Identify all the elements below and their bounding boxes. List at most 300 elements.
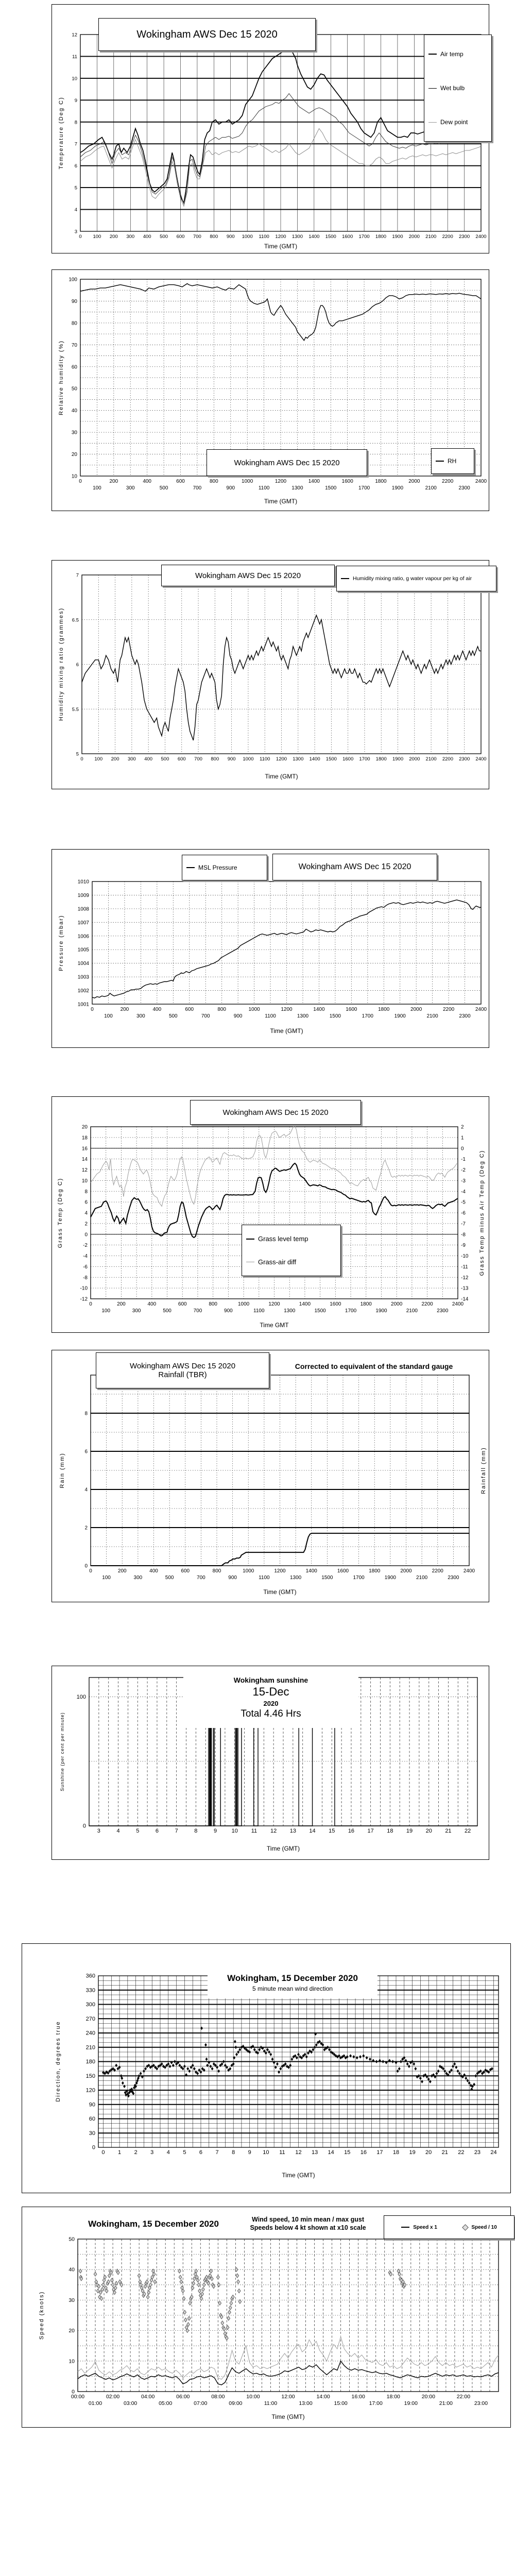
svg-text:800: 800 — [209, 1301, 218, 1307]
svg-text:-10: -10 — [461, 1253, 469, 1259]
x-axis-label: Time (GMT) — [265, 773, 298, 780]
svg-text:500: 500 — [163, 1308, 171, 1314]
svg-text:20: 20 — [68, 2328, 75, 2334]
svg-text:2400: 2400 — [463, 1568, 475, 1574]
svg-text:1300: 1300 — [293, 756, 304, 762]
svg-text:700: 700 — [201, 1013, 210, 1019]
x-axis-label: Time (GMT) — [264, 243, 298, 250]
legend-box — [424, 35, 492, 142]
svg-text:0: 0 — [92, 2144, 95, 2151]
chart-title: Wokingham AWS Dec 15 2020 — [234, 458, 340, 467]
svg-text:16:00: 16:00 — [351, 2394, 365, 2400]
svg-text:700: 700 — [194, 756, 202, 762]
svg-text:1600: 1600 — [346, 1007, 357, 1012]
svg-text:1000: 1000 — [248, 1007, 260, 1012]
svg-text:1600: 1600 — [337, 1568, 349, 1574]
svg-text:300: 300 — [132, 1308, 141, 1314]
svg-text:1400: 1400 — [305, 1568, 317, 1574]
svg-text:5: 5 — [183, 2149, 186, 2156]
y-axis-label: Speed (knots) — [39, 2291, 45, 2340]
y2-axis-label: Grass Temp minus Air Temp (Deg C) — [479, 1149, 485, 1276]
svg-text:900: 900 — [224, 1308, 233, 1314]
svg-text:40: 40 — [68, 2266, 75, 2273]
legend-label: Grass-air diff — [258, 1258, 297, 1266]
svg-text:1300: 1300 — [290, 1575, 302, 1581]
svg-text:6: 6 — [155, 1828, 159, 1834]
panel-mixing-ratio — [52, 560, 489, 789]
svg-text:1900: 1900 — [391, 485, 404, 491]
svg-text:600: 600 — [176, 479, 185, 484]
svg-text:300: 300 — [85, 2002, 95, 2008]
svg-text:19:00: 19:00 — [404, 2400, 418, 2406]
svg-text:1200: 1200 — [274, 479, 287, 484]
svg-text:600: 600 — [176, 234, 185, 240]
svg-text:1800: 1800 — [375, 756, 387, 762]
y-axis-label: Humidity mixing ratio (grammes) — [58, 607, 64, 721]
svg-text:5: 5 — [136, 1828, 140, 1834]
svg-text:-10: -10 — [80, 1285, 88, 1292]
svg-text:3: 3 — [97, 1828, 100, 1834]
svg-text:210: 210 — [85, 2044, 95, 2051]
svg-text:0: 0 — [82, 1823, 86, 1829]
svg-text:17: 17 — [367, 1828, 374, 1834]
panel-relative-humidity — [52, 269, 489, 511]
svg-text:1300: 1300 — [297, 1013, 309, 1019]
svg-text:100: 100 — [104, 1013, 113, 1019]
svg-text:400: 400 — [143, 234, 151, 240]
svg-text:2300: 2300 — [437, 1308, 449, 1314]
legend-label: RH — [448, 457, 457, 465]
legend-label: MSL Pressure — [198, 864, 237, 871]
svg-text:0: 0 — [89, 1301, 92, 1307]
svg-text:1600: 1600 — [342, 234, 353, 240]
svg-text:2200: 2200 — [432, 1568, 443, 1574]
svg-text:1400: 1400 — [308, 234, 320, 240]
svg-text:12:00: 12:00 — [281, 2394, 295, 2400]
mixing-ratio-plot — [52, 561, 489, 789]
svg-text:15: 15 — [344, 2149, 351, 2156]
svg-text:500: 500 — [165, 1575, 174, 1581]
svg-text:1700: 1700 — [358, 234, 370, 240]
svg-text:300: 300 — [126, 485, 135, 491]
svg-text:16: 16 — [360, 2149, 367, 2156]
svg-text:400: 400 — [144, 756, 153, 762]
svg-text:1200: 1200 — [276, 756, 287, 762]
svg-text:1400: 1400 — [299, 1301, 311, 1307]
svg-text:12: 12 — [270, 1828, 277, 1834]
svg-text:50: 50 — [68, 2236, 75, 2243]
svg-text:700: 700 — [193, 485, 202, 491]
svg-text:5.5: 5.5 — [72, 706, 79, 713]
svg-text:-9: -9 — [461, 1243, 466, 1249]
svg-text:2100: 2100 — [425, 234, 437, 240]
svg-text:3: 3 — [150, 2149, 154, 2156]
legend-label: Dew point — [440, 118, 468, 126]
chart-title-box — [96, 1352, 269, 1388]
svg-text:300: 300 — [127, 756, 136, 762]
line-marker-icon — [186, 867, 195, 868]
chart-title-line2: Rainfall (TBR) — [158, 1370, 207, 1379]
svg-text:10: 10 — [81, 1178, 88, 1184]
x-axis-label: Time (GMT) — [270, 1027, 303, 1035]
svg-text:2100: 2100 — [426, 1013, 438, 1019]
svg-text:7: 7 — [215, 2149, 219, 2156]
svg-text:2: 2 — [84, 1525, 88, 1531]
svg-text:100: 100 — [94, 756, 103, 762]
svg-text:2000: 2000 — [408, 234, 420, 240]
svg-text:1800: 1800 — [360, 1301, 372, 1307]
chart-title-line1: Wokingham sunshine — [233, 1675, 308, 1684]
svg-text:1400: 1400 — [309, 756, 320, 762]
legend-entry — [428, 118, 487, 126]
svg-text:1000: 1000 — [243, 756, 254, 762]
svg-text:3: 3 — [74, 229, 77, 235]
legend-box — [384, 2215, 514, 2239]
svg-text:200: 200 — [109, 234, 118, 240]
svg-text:-4: -4 — [83, 1253, 88, 1259]
svg-text:1800: 1800 — [369, 1568, 381, 1574]
panel-wind-speed — [22, 2207, 511, 2428]
legend-entry — [246, 1258, 336, 1266]
svg-text:20: 20 — [81, 1124, 88, 1130]
svg-text:10: 10 — [263, 2149, 269, 2156]
x-axis-label: Time (GMT) — [263, 1588, 297, 1596]
svg-text:6: 6 — [76, 662, 79, 668]
svg-text:200: 200 — [109, 479, 118, 484]
line-marker-icon — [428, 88, 437, 89]
chart-title-box — [183, 1667, 358, 1728]
svg-text:7: 7 — [76, 572, 79, 579]
legend-entry — [463, 2225, 496, 2230]
svg-text:180: 180 — [85, 2059, 95, 2065]
svg-text:0: 0 — [80, 756, 83, 762]
svg-text:1200: 1200 — [268, 1301, 280, 1307]
svg-text:800: 800 — [211, 756, 219, 762]
svg-text:2000: 2000 — [410, 1007, 422, 1012]
panel-sunshine — [52, 1666, 489, 1860]
svg-text:6.5: 6.5 — [72, 617, 79, 623]
svg-text:700: 700 — [193, 234, 201, 240]
legend-entry — [186, 864, 263, 871]
svg-text:100: 100 — [93, 485, 101, 491]
svg-text:2000: 2000 — [408, 479, 420, 484]
svg-text:1000: 1000 — [242, 234, 253, 240]
svg-text:8: 8 — [84, 1189, 88, 1195]
svg-text:1: 1 — [461, 1135, 464, 1141]
svg-text:2000: 2000 — [391, 1301, 403, 1307]
svg-text:6: 6 — [84, 1199, 88, 1206]
svg-text:200: 200 — [117, 1301, 126, 1307]
chart-title-box — [98, 18, 316, 51]
svg-text:4: 4 — [84, 1210, 88, 1216]
svg-text:1100: 1100 — [258, 485, 270, 491]
svg-text:12: 12 — [81, 1167, 88, 1173]
svg-text:2000: 2000 — [400, 1568, 412, 1574]
svg-text:200: 200 — [117, 1568, 127, 1574]
svg-text:-7: -7 — [461, 1221, 466, 1227]
speed-note-line2: Speeds below 4 kt shown at x10 scale — [250, 2224, 366, 2231]
svg-text:20: 20 — [425, 1828, 432, 1834]
svg-text:90: 90 — [89, 2102, 95, 2108]
svg-text:500: 500 — [159, 485, 168, 491]
svg-text:100: 100 — [68, 277, 77, 283]
line-marker-icon — [341, 578, 349, 579]
svg-text:05:00: 05:00 — [159, 2400, 173, 2406]
svg-text:-3: -3 — [461, 1178, 466, 1184]
svg-text:-5: -5 — [461, 1199, 466, 1206]
line-marker-icon — [428, 54, 437, 55]
chart-title-box — [190, 1100, 361, 1125]
x-axis-label: Time GMT — [260, 1321, 289, 1329]
svg-text:30: 30 — [71, 430, 77, 436]
chart-title-box — [161, 565, 335, 586]
svg-text:13: 13 — [311, 2149, 318, 2156]
svg-text:21: 21 — [445, 1828, 452, 1834]
svg-text:2300: 2300 — [459, 234, 470, 240]
svg-text:8: 8 — [84, 1411, 88, 1417]
svg-text:18: 18 — [81, 1135, 88, 1141]
svg-text:11: 11 — [251, 1828, 258, 1834]
svg-text:1900: 1900 — [394, 1013, 406, 1019]
svg-text:2400: 2400 — [452, 1301, 464, 1307]
svg-text:6: 6 — [84, 1449, 88, 1455]
grass-temp-plot — [52, 1097, 489, 1332]
svg-text:19: 19 — [406, 1828, 413, 1834]
svg-text:0: 0 — [91, 1007, 94, 1012]
svg-text:2200: 2200 — [442, 1007, 455, 1012]
svg-text:22:00: 22:00 — [456, 2394, 471, 2400]
svg-text:700: 700 — [193, 1308, 202, 1314]
svg-text:14:00: 14:00 — [316, 2394, 330, 2400]
svg-text:400: 400 — [152, 1007, 162, 1012]
svg-text:8: 8 — [74, 120, 77, 126]
svg-text:5: 5 — [76, 751, 79, 757]
svg-text:2200: 2200 — [442, 234, 453, 240]
svg-text:30: 30 — [68, 2297, 75, 2303]
svg-text:100: 100 — [102, 1575, 111, 1581]
speed-note — [231, 2212, 385, 2235]
legend-label: Humidity mixing ratio, g water vapour per kg of air — [353, 575, 472, 582]
svg-text:600: 600 — [178, 1301, 187, 1307]
svg-text:1009: 1009 — [77, 892, 89, 899]
svg-text:17:00: 17:00 — [369, 2400, 383, 2406]
svg-text:600: 600 — [181, 1568, 190, 1574]
svg-text:50: 50 — [71, 386, 77, 392]
svg-text:1300: 1300 — [284, 1308, 296, 1314]
svg-text:90: 90 — [71, 298, 77, 304]
svg-text:1004: 1004 — [77, 961, 89, 967]
panel-temperature — [52, 4, 489, 253]
svg-text:100: 100 — [93, 234, 101, 240]
y-axis-label: Grass Temp (Deg C) — [57, 1177, 63, 1248]
svg-text:9: 9 — [74, 97, 77, 104]
svg-text:30: 30 — [89, 2130, 95, 2137]
chart-title: Wokingham, 15 December 2020 — [76, 2216, 231, 2232]
svg-text:1000: 1000 — [243, 1568, 254, 1574]
svg-text:1500: 1500 — [314, 1308, 326, 1314]
svg-text:-12: -12 — [80, 1296, 88, 1302]
svg-text:10: 10 — [231, 1828, 238, 1834]
svg-text:2100: 2100 — [406, 1308, 418, 1314]
svg-text:2300: 2300 — [458, 485, 470, 491]
svg-text:15:00: 15:00 — [334, 2400, 348, 2406]
svg-text:1006: 1006 — [77, 934, 89, 940]
svg-text:10: 10 — [68, 2358, 75, 2365]
legend-entry — [428, 84, 487, 92]
svg-text:4: 4 — [166, 2149, 170, 2156]
svg-text:600: 600 — [177, 756, 186, 762]
svg-text:-14: -14 — [461, 1296, 469, 1302]
svg-text:13: 13 — [289, 1828, 296, 1834]
svg-text:1200: 1200 — [274, 1568, 286, 1574]
svg-text:2: 2 — [134, 2149, 138, 2156]
svg-text:1800: 1800 — [378, 1007, 390, 1012]
svg-text:2000: 2000 — [409, 756, 420, 762]
svg-text:300: 300 — [133, 1575, 143, 1581]
chart-title: Wokingham AWS Dec 15 2020 — [298, 862, 411, 871]
chart-title-line2: 5 minute mean wind direction — [252, 1985, 333, 1992]
svg-text:300: 300 — [136, 1013, 145, 1019]
svg-text:7: 7 — [74, 141, 77, 147]
svg-text:1800: 1800 — [375, 234, 387, 240]
svg-text:1300: 1300 — [291, 485, 303, 491]
svg-text:-4: -4 — [461, 1189, 466, 1195]
svg-text:20:00: 20:00 — [421, 2394, 435, 2400]
svg-text:2200: 2200 — [421, 1301, 433, 1307]
svg-text:0: 0 — [101, 2149, 105, 2156]
chart-title-line1: Wokingham, 15 December 2020 — [227, 1973, 358, 1983]
svg-text:1008: 1008 — [77, 906, 89, 912]
svg-text:900: 900 — [233, 1013, 243, 1019]
svg-text:5: 5 — [74, 185, 77, 191]
svg-text:800: 800 — [212, 1568, 221, 1574]
legend-label: Speed x 1 — [413, 2224, 437, 2230]
legend-entry — [401, 2225, 437, 2230]
svg-text:1800: 1800 — [375, 479, 387, 484]
svg-text:1500: 1500 — [325, 234, 336, 240]
svg-text:1700: 1700 — [353, 1575, 365, 1581]
svg-text:09:00: 09:00 — [229, 2400, 243, 2406]
chart-title: Wokingham AWS Dec 15 2020 — [136, 28, 278, 40]
svg-text:16: 16 — [81, 1146, 88, 1152]
svg-text:60: 60 — [71, 364, 77, 370]
svg-text:800: 800 — [217, 1007, 227, 1012]
svg-text:9: 9 — [248, 2149, 251, 2156]
x-axis-label: Time (GMT) — [271, 2413, 305, 2420]
chart-title-box — [207, 449, 367, 476]
chart-title-line2: 15-Dec — [252, 1685, 289, 1698]
y2-axis-label: Rainfall (mm) — [480, 1447, 487, 1494]
svg-text:1400: 1400 — [308, 479, 320, 484]
svg-text:800: 800 — [209, 479, 218, 484]
svg-text:-8: -8 — [83, 1275, 88, 1281]
svg-text:-13: -13 — [461, 1285, 469, 1292]
svg-text:-12: -12 — [461, 1275, 469, 1281]
svg-text:22: 22 — [465, 1828, 471, 1834]
svg-text:10: 10 — [72, 76, 77, 82]
svg-text:1900: 1900 — [392, 234, 403, 240]
panel-grass-temp — [52, 1096, 489, 1333]
chart-title-line1: Wokingham AWS Dec 15 2020 — [129, 1362, 236, 1370]
svg-text:1500: 1500 — [325, 485, 337, 491]
svg-text:900: 900 — [228, 1575, 237, 1581]
svg-text:200: 200 — [120, 1007, 129, 1012]
svg-text:2100: 2100 — [416, 1575, 428, 1581]
svg-text:70: 70 — [71, 342, 77, 348]
legend-box — [431, 448, 474, 474]
svg-text:1003: 1003 — [77, 974, 89, 980]
svg-text:1200: 1200 — [275, 234, 286, 240]
svg-text:-1: -1 — [461, 1157, 466, 1163]
svg-text:14: 14 — [81, 1157, 88, 1163]
svg-text:1500: 1500 — [329, 1013, 341, 1019]
svg-text:4: 4 — [84, 1487, 88, 1493]
svg-text:1600: 1600 — [341, 479, 353, 484]
svg-text:2: 2 — [461, 1124, 464, 1130]
y-axis-label: Pressure (mbar) — [58, 914, 64, 971]
legend-box — [336, 566, 496, 591]
speed-note-line1: Wind speed, 10 min mean / max gust — [252, 2216, 364, 2223]
svg-text:22: 22 — [458, 2149, 465, 2156]
svg-text:1100: 1100 — [259, 756, 270, 762]
svg-text:2400: 2400 — [475, 479, 487, 484]
svg-text:24: 24 — [490, 2149, 497, 2156]
svg-text:2300: 2300 — [459, 1013, 471, 1019]
svg-text:18: 18 — [392, 2149, 400, 2156]
svg-text:800: 800 — [210, 234, 218, 240]
svg-text:6: 6 — [74, 163, 77, 170]
svg-text:19: 19 — [409, 2149, 416, 2156]
svg-text:1100: 1100 — [253, 1308, 265, 1314]
svg-text:0: 0 — [72, 2388, 75, 2395]
svg-text:0: 0 — [84, 1232, 88, 1238]
svg-text:0: 0 — [461, 1146, 464, 1152]
svg-text:8: 8 — [232, 2149, 235, 2156]
line-marker-icon — [401, 2227, 409, 2228]
svg-text:02:00: 02:00 — [106, 2394, 120, 2400]
svg-text:1100: 1100 — [259, 234, 269, 240]
svg-text:0: 0 — [89, 1568, 92, 1574]
svg-text:11: 11 — [72, 54, 77, 60]
svg-text:1500: 1500 — [321, 1575, 333, 1581]
svg-text:12: 12 — [295, 2149, 302, 2156]
svg-text:500: 500 — [161, 756, 169, 762]
svg-text:14: 14 — [328, 2149, 334, 2156]
svg-text:240: 240 — [85, 2030, 95, 2037]
chart-title-line3: 2020 — [263, 1699, 279, 1707]
y-axis-label: Relative humidity (%) — [58, 340, 64, 415]
legend-label: Air temp — [440, 50, 464, 58]
svg-text:1900: 1900 — [392, 756, 404, 762]
y-axis-label: Direction, degrees true — [55, 2021, 61, 2102]
svg-text:1005: 1005 — [77, 947, 89, 953]
svg-text:9: 9 — [213, 1828, 217, 1834]
svg-text:-6: -6 — [83, 1264, 88, 1270]
svg-text:100: 100 — [101, 1308, 111, 1314]
svg-text:8: 8 — [194, 1828, 198, 1834]
legend-label: Speed / 10 — [471, 2224, 497, 2230]
svg-text:-11: -11 — [461, 1264, 468, 1270]
svg-text:-8: -8 — [461, 1232, 466, 1238]
svg-text:7: 7 — [175, 1828, 178, 1834]
svg-text:330: 330 — [85, 1987, 95, 1994]
y-axis-label: Rain (mm) — [59, 1452, 65, 1488]
svg-text:150: 150 — [85, 2073, 95, 2079]
svg-text:1400: 1400 — [313, 1007, 325, 1012]
svg-text:2400: 2400 — [475, 1007, 487, 1012]
svg-text:900: 900 — [227, 756, 236, 762]
svg-text:0: 0 — [84, 1563, 88, 1569]
